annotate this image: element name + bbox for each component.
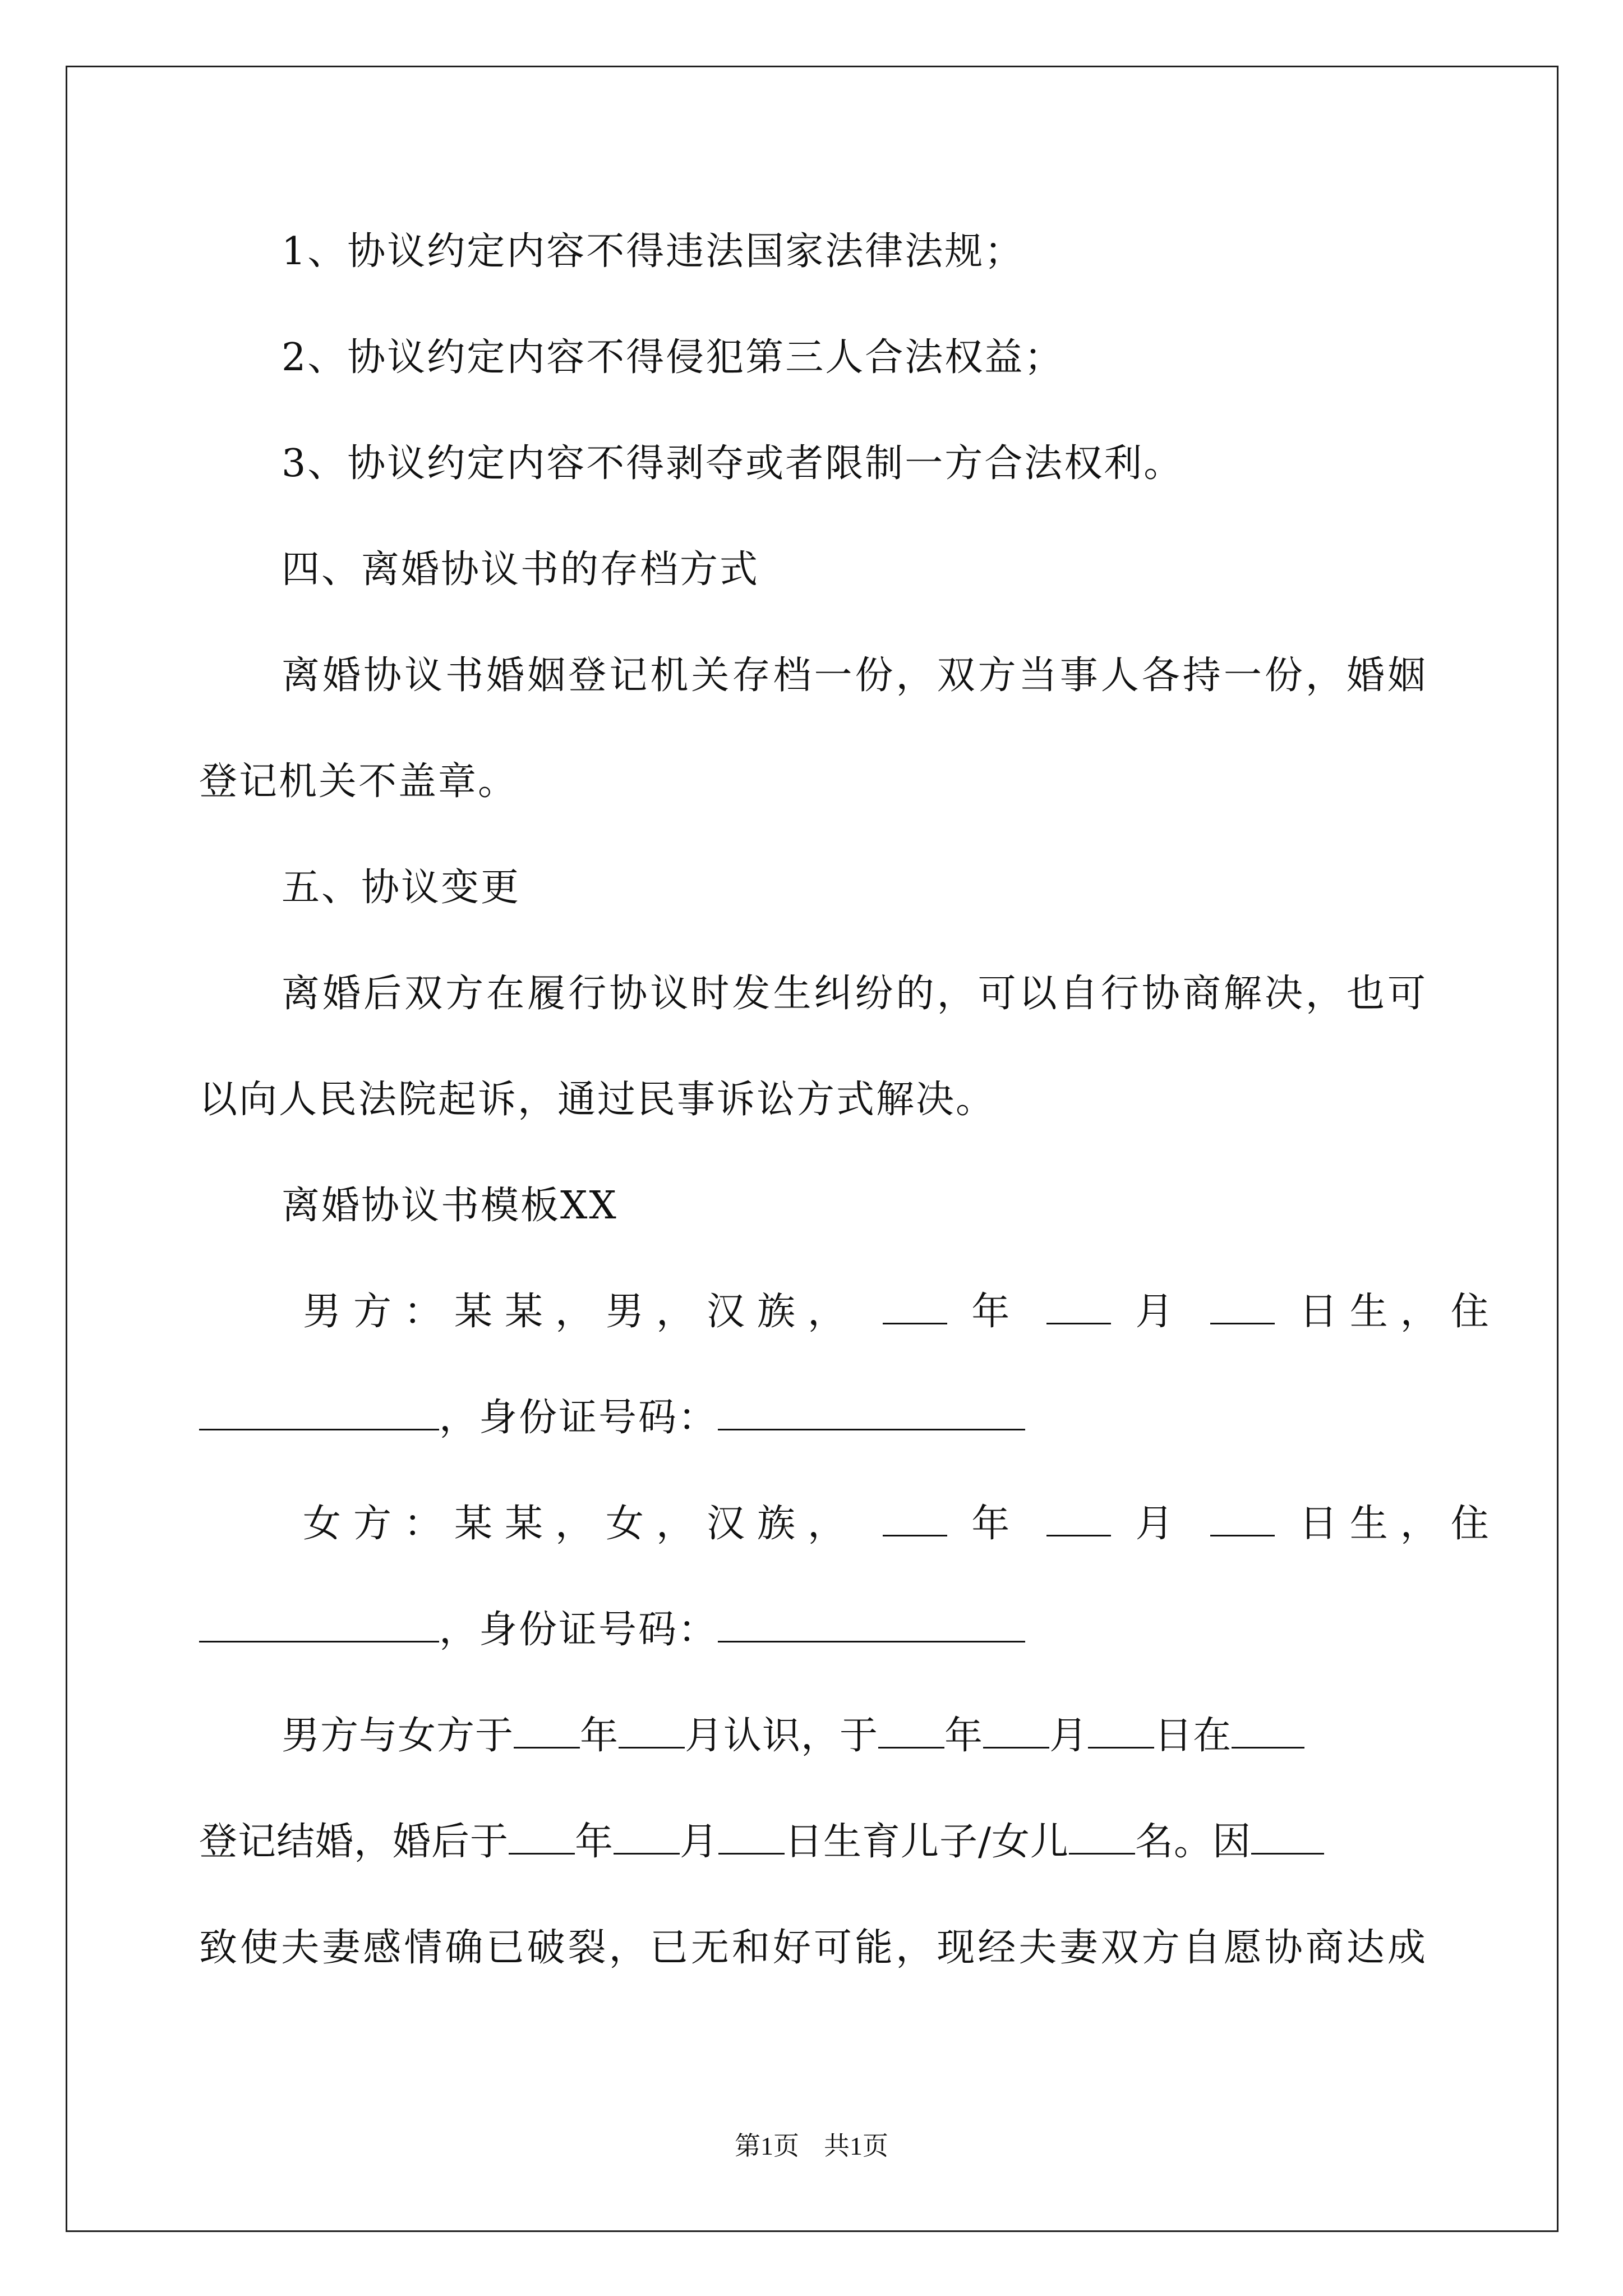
female-id-line bbox=[199, 1603, 1427, 1657]
marriage-text: 名。因 bbox=[1135, 1820, 1251, 1864]
page-total: 共1页 bbox=[824, 2132, 888, 2160]
section-heading-4: 四、离婚协议书的存档方式 bbox=[282, 547, 760, 592]
clause-item-1: 1、协议约定内容不得违法国家法律法规； bbox=[282, 229, 1025, 274]
register-year-blank bbox=[878, 1713, 944, 1749]
male-month-label: 月 bbox=[1135, 1290, 1186, 1334]
female-birth-year-blank bbox=[883, 1501, 947, 1536]
change-paragraph-line-2: 以向人民法院起诉，通过民事诉讼方式解决。 bbox=[199, 1078, 996, 1122]
meet-year-blank bbox=[514, 1713, 580, 1749]
male-birth-year-blank bbox=[883, 1289, 947, 1324]
female-year-label: 年 bbox=[971, 1502, 1022, 1546]
female-birth-month-blank bbox=[1046, 1501, 1111, 1536]
change-paragraph-line-1: 离婚后双方在履行协议时发生纠纷的，可以自行协商解决，也可 bbox=[282, 972, 1427, 1016]
section-heading-5: 五、协议变更 bbox=[282, 866, 521, 910]
male-address-blank bbox=[199, 1395, 439, 1430]
birth-day-blank bbox=[718, 1819, 785, 1855]
male-year-label: 年 bbox=[971, 1290, 1022, 1334]
register-month-blank bbox=[983, 1713, 1049, 1749]
marriage-text: 月认识，于 bbox=[685, 1714, 879, 1758]
template-title: 离婚协议书模板XX bbox=[282, 1184, 618, 1228]
male-birth-month-blank bbox=[1046, 1289, 1111, 1324]
archive-paragraph-line-2: 登记机关不盖章。 bbox=[199, 760, 518, 804]
marriage-text: 日生育儿子/女儿 bbox=[785, 1820, 1069, 1864]
birth-month-blank bbox=[614, 1819, 680, 1855]
female-id-label: ，身份证号码： bbox=[439, 1608, 718, 1652]
children-count-blank bbox=[1069, 1819, 1135, 1855]
female-party-line bbox=[303, 1497, 1501, 1551]
archive-paragraph-line-1: 离婚协议书婚姻登记机关存档一份，双方当事人各持一份，婚姻 bbox=[282, 654, 1427, 698]
female-id-number-blank bbox=[718, 1607, 1025, 1642]
register-place-blank bbox=[1232, 1713, 1304, 1749]
marriage-text: 日在 bbox=[1154, 1714, 1232, 1758]
marriage-paragraph-line-3: 致使夫妻感情确已破裂，已无和好可能，现经夫妻双方自愿协商达成 bbox=[199, 1926, 1427, 1970]
male-party-label: 男方：某某，男，汉族， bbox=[303, 1290, 859, 1334]
female-day-label: 日生，住 bbox=[1299, 1502, 1501, 1546]
page-current: 第1页 bbox=[735, 2132, 799, 2160]
female-month-label: 月 bbox=[1135, 1502, 1186, 1546]
female-birth-day-blank bbox=[1210, 1501, 1275, 1536]
male-birth-day-blank bbox=[1210, 1289, 1275, 1324]
register-day-blank bbox=[1088, 1713, 1154, 1749]
clause-item-3: 3、协议约定内容不得剥夺或者限制一方合法权利。 bbox=[282, 441, 1184, 486]
male-id-line bbox=[199, 1391, 1427, 1445]
male-id-label: ，身份证号码： bbox=[439, 1396, 718, 1440]
male-day-label: 日生，住 bbox=[1299, 1290, 1501, 1334]
marriage-text: 月 bbox=[680, 1820, 719, 1864]
marriage-text: 男方与女方于 bbox=[282, 1714, 514, 1758]
marriage-text: 年 bbox=[944, 1714, 984, 1758]
female-address-blank bbox=[199, 1607, 439, 1642]
meet-month-blank bbox=[619, 1713, 685, 1749]
clause-item-2: 2、协议约定内容不得侵犯第三人合法权益； bbox=[282, 335, 1064, 380]
female-party-label: 女方：某某，女，汉族， bbox=[303, 1502, 859, 1546]
page-border bbox=[66, 66, 1559, 2232]
marriage-text: 年 bbox=[575, 1820, 614, 1864]
male-id-number-blank bbox=[718, 1395, 1025, 1430]
reason-blank bbox=[1251, 1819, 1324, 1855]
marriage-text: 年 bbox=[580, 1714, 619, 1758]
page-footer bbox=[0, 2129, 1623, 2163]
birth-year-blank bbox=[509, 1819, 575, 1855]
marriage-text: 登记结婚，婚后于 bbox=[199, 1820, 509, 1864]
male-party-line bbox=[303, 1285, 1501, 1339]
marriage-text: 月 bbox=[1049, 1714, 1089, 1758]
marriage-paragraph-line-2 bbox=[199, 1815, 1427, 1869]
marriage-paragraph-line-1 bbox=[282, 1709, 1427, 1763]
